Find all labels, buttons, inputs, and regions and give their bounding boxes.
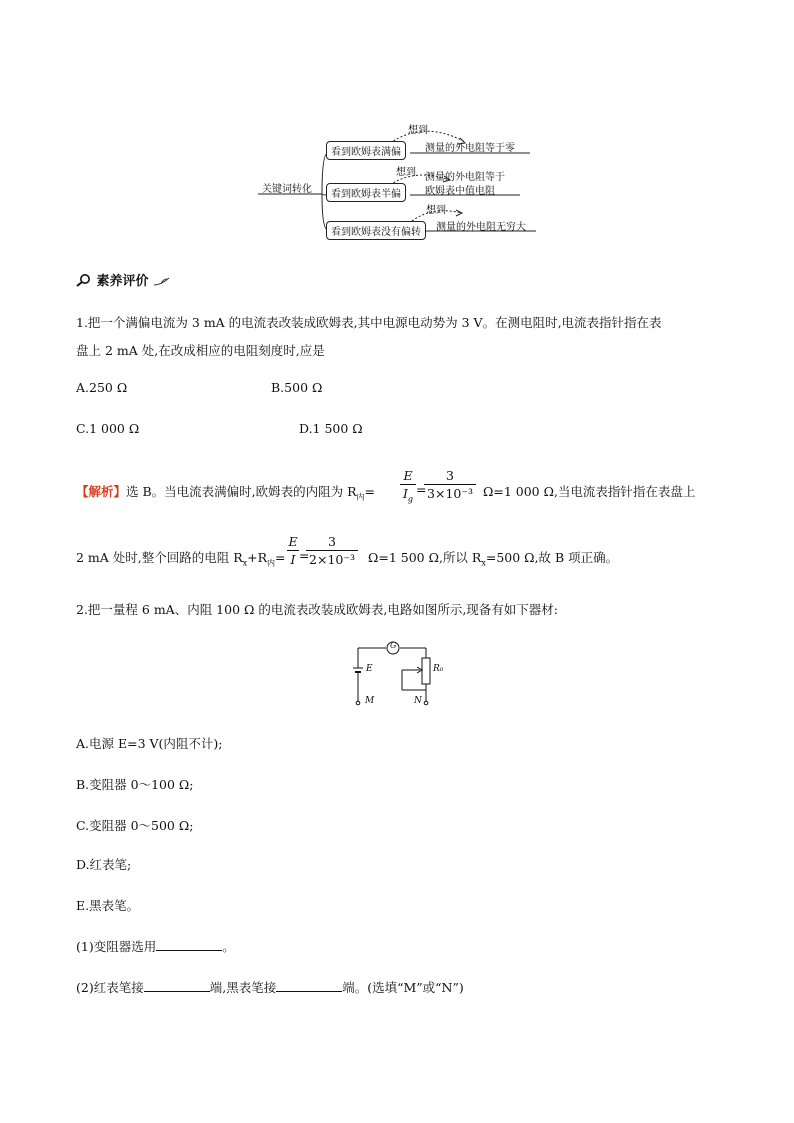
diagram-think-3: 想到 bbox=[426, 205, 446, 216]
fraction3-denominator: I bbox=[290, 552, 296, 567]
analysis-line2-conclusion: =500 Ω,故 B 项正确。 bbox=[485, 550, 619, 565]
fraction-e-over-i bbox=[287, 534, 299, 567]
circuit-diagram bbox=[350, 640, 460, 710]
analysis-sub-internal-2: 内 bbox=[267, 558, 276, 568]
terminal-m-label: M bbox=[365, 696, 375, 706]
analysis-tag: 【解析】 bbox=[76, 484, 127, 499]
q2-sub2-end: 端。(选填“M”或“N”) bbox=[342, 980, 464, 995]
analysis-line2-left: 2 mA 处时,整个回路的电阻 $R_x+R_内=$ bbox=[76, 550, 286, 568]
q2-option-d: D.红表笔; bbox=[76, 857, 132, 872]
fraction4-denominator: 2×10⁻³ bbox=[309, 552, 355, 567]
diagram-box-full-deflection: 看到欧姆表满偏 bbox=[326, 141, 406, 160]
fraction3-numerator: E bbox=[288, 534, 298, 549]
analysis-sub-x-2: x bbox=[481, 558, 486, 568]
q2-subquestion-1 bbox=[76, 937, 235, 955]
fraction2-numerator: 3 bbox=[446, 468, 454, 483]
analysis-line2-result: Ω=1 500 Ω,所以 R bbox=[368, 550, 482, 565]
fraction2-denominator: 3×10⁻³ bbox=[427, 486, 473, 501]
q2-subquestion-2 bbox=[76, 978, 464, 996]
analysis-line1-right: Ω=1 000 Ω,当电流表指针指在表盘上 bbox=[483, 484, 696, 499]
answer-blank-2[interactable] bbox=[144, 979, 210, 993]
q1-option-b: B.500 Ω bbox=[271, 380, 323, 395]
q2-option-b: B.变阻器 0～100 Ω; bbox=[76, 777, 194, 792]
analysis-line2-right bbox=[368, 548, 618, 568]
analysis-sub-x: x bbox=[242, 558, 248, 568]
answer-blank-3[interactable] bbox=[276, 979, 342, 993]
q2-sub1-end: 。 bbox=[222, 939, 235, 954]
analysis-sub-internal: 内 bbox=[356, 492, 365, 502]
fraction4-numerator: 3 bbox=[328, 534, 336, 549]
diagram-think-1: 想到 bbox=[408, 125, 428, 136]
fraction-3-over-2e-3 bbox=[306, 534, 358, 567]
leaf-ornament-icon bbox=[153, 275, 171, 287]
q1-option-c: C.1 000 Ω bbox=[76, 421, 140, 436]
q2-option-c: C.变阻器 0～500 Ω; bbox=[76, 818, 194, 833]
magnifier-icon bbox=[76, 273, 92, 287]
fraction1-denominator: I bbox=[402, 486, 408, 501]
q2-option-e: E.黑表笔。 bbox=[76, 898, 140, 913]
q2-sub2-prompt: (2)红表笔接 bbox=[76, 980, 144, 995]
diagram-result-1: 测量的外电阻等于零 bbox=[425, 143, 515, 154]
answer-blank-1[interactable] bbox=[156, 938, 222, 952]
section-title: 素养评价 bbox=[96, 274, 149, 289]
fraction1-denominator-sub: g bbox=[407, 494, 414, 504]
analysis-plus-r: +R bbox=[247, 550, 268, 565]
q1-line1: 1.把一个满偏电流为 3 mA 的电流表改装成欧姆表,其中电源电动势为 3 V。在测电阻时,电流表指针指在表 bbox=[76, 315, 662, 330]
fraction-e-over-ig bbox=[400, 468, 416, 504]
diagram-result-2-line1: 测量的外电阻等于 bbox=[425, 172, 505, 183]
diagram-root: 关键词转化 bbox=[262, 184, 312, 195]
analysis-line1-left: 【解析】选 B。当电流表满偏时,欧姆表的内阻为 $R_内=$ bbox=[76, 484, 376, 502]
q1-option-a: A.250 Ω bbox=[76, 380, 128, 395]
q2-sub1-prompt: (1)变阻器选用 bbox=[76, 939, 157, 954]
q1-line2: 盘上 2 mA 处,在改成相应的电阻刻度时,应是 bbox=[76, 343, 325, 358]
diagram-result-2-line2: 欧姆表中值电阻 bbox=[425, 186, 495, 197]
rheostat-label: R₀ bbox=[433, 664, 444, 674]
diagram-box-half-deflection: 看到欧姆表半偏 bbox=[326, 183, 406, 202]
q2-option-a: A.电源 E=3 V(内阻不计); bbox=[76, 736, 223, 751]
battery-label: E bbox=[366, 664, 373, 674]
diagram-result-3: 测量的外电阻无穷大 bbox=[436, 222, 526, 233]
terminal-n-label: N bbox=[414, 696, 422, 706]
diagram-box-no-deflection: 看到欧姆表没有偏转 bbox=[326, 221, 426, 240]
analysis-line2-text: 2 mA 处时,整个回路的电阻 R bbox=[76, 550, 243, 565]
fraction1-numerator: E bbox=[403, 468, 413, 483]
diagram-think-2: 想到 bbox=[396, 167, 416, 178]
galvanometer-label: G bbox=[390, 641, 397, 650]
q2-sub2-mid: 端,黑表笔接 bbox=[209, 980, 277, 995]
section-heading bbox=[76, 270, 171, 289]
analysis-line1-text: 选 B。当电流表满偏时,欧姆表的内阻为 R bbox=[126, 484, 357, 499]
fraction-3-over-3e-3 bbox=[424, 468, 476, 501]
q2-stem: 2.把一量程 6 mA、内阻 100 Ω 的电流表改装成欧姆表,电路如图所示,现备有如下器材: bbox=[76, 602, 559, 617]
q1-option-d: D.1 500 Ω bbox=[299, 421, 363, 436]
